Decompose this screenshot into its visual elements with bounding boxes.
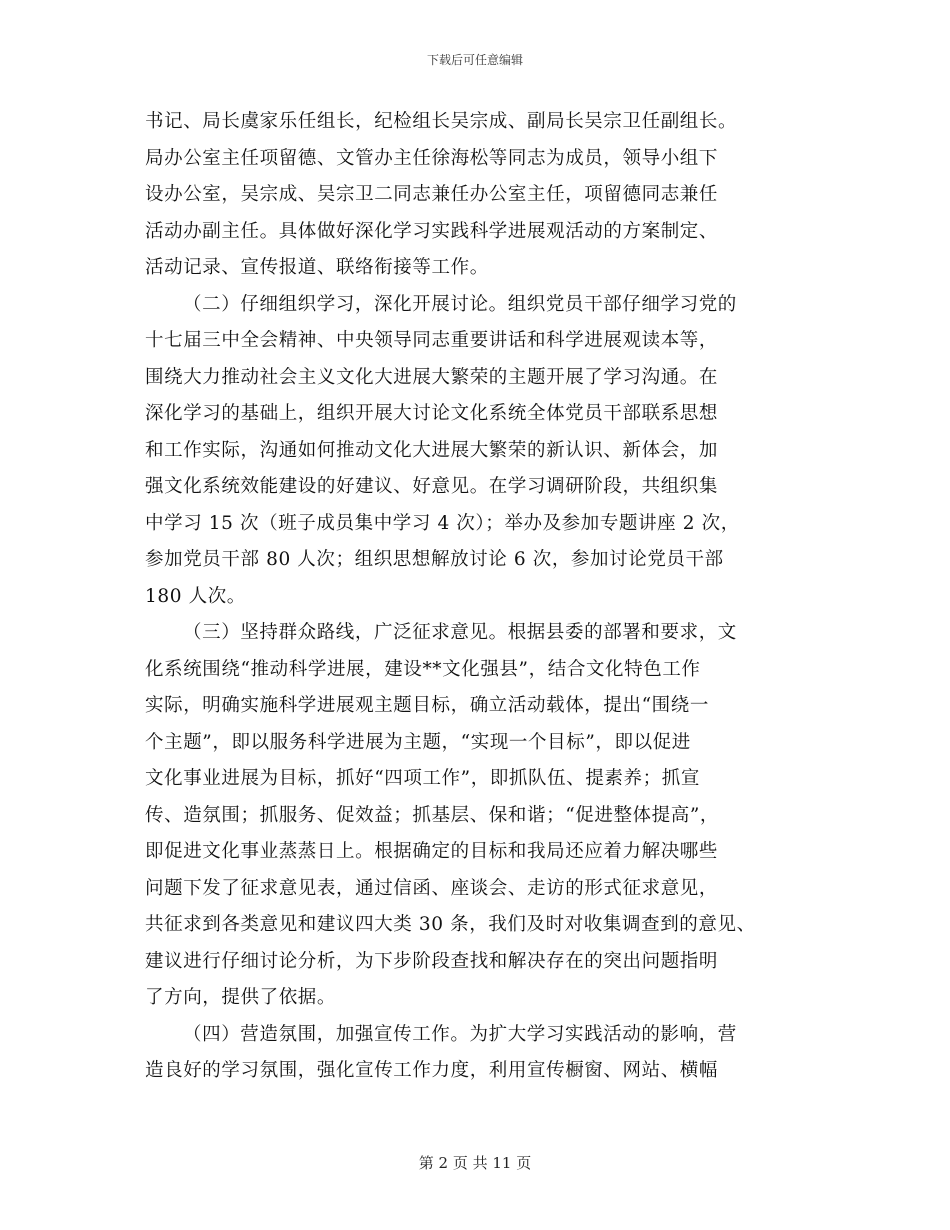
text-line: 文化事业进展为目标，抓好“四项工作”，即抓队伍、提素养；抓宣 <box>145 768 700 789</box>
text-line: 围绕大力推动社会主义文化大进展大繁荣的主题开展了学习沟通。在 <box>145 366 719 388</box>
paragraph-start-line: （二）仔细组织学习，深化开展讨论。组织党员干部仔细学习党的 <box>183 293 737 315</box>
text-line: 建议进行仔细讨论分析，为下步阶段查找和解决存在的突出问题指明 <box>145 950 719 972</box>
page-header: 下载后可任意编辑 <box>426 53 523 67</box>
text-line: 局办公室主任项留德、文管办主任徐海松等同志为成员，领导小组下 <box>145 147 719 169</box>
paragraph-start-line: （四）营造氛围，加强宣传工作。为扩大学习实践活动的影响，营 <box>183 1023 737 1045</box>
text-line: 即促进文化事业蒸蒸日上。根据确定的目标和我局还应着力解决哪些 <box>145 841 719 862</box>
text-line: 和工作实际，沟通如何推动文化大进展大繁荣的新认识、新体会，加 <box>145 439 719 461</box>
text-line: 十七届三中全会精神、中央领导同志重要讲话和科学进展观读本等， <box>145 330 719 351</box>
text-line: 传、造氛围；抓服务、促效益；抓基层、保和谐；“促进整体提高”， <box>145 804 720 826</box>
text-line: 参加党员干部 80 人次；组织思想解放讨论 6 次，参加讨论党员干部 <box>145 549 724 570</box>
text-line: 活动记录、宣传报道、联络衔接等工作。 <box>145 257 489 278</box>
text-line: 实际，明确实施科学进展观主题目标，确立活动载体，提出“围绕一 <box>145 695 709 716</box>
text-line: 强文化系统效能建设的好建议、好意见。在学习调研阶段，共组织集 <box>145 476 719 497</box>
text-line: 设办公室，吴宗成、吴宗卫二同志兼任办公室主任，项留德同志兼任 <box>145 184 719 205</box>
text-line: 化系统围绕“推动科学进展，建设**文化强县”，结合文化特色工作 <box>145 658 701 680</box>
text-line: 造良好的学习氛围，强化宣传工作力度，利用宣传橱窗、网站、横幅 <box>145 1060 719 1081</box>
text-line: 了方向，提供了依据。 <box>145 987 337 1008</box>
paragraph-start-line: （三）坚持群众路线，广泛征求意见。根据县委的部署和要求，文 <box>183 622 737 643</box>
text-line: 共征求到各类意见和建议四大类 30 条，我们及时对收集调查到的意见、 <box>145 914 756 935</box>
text-line: 活动办副主任。具体做好深化学习实践科学进展观活动的方案制定、 <box>145 220 719 242</box>
text-line: 中学习 15 次（班子成员集中学习 4 次）；举办及参加专题讲座 2 次， <box>145 512 740 534</box>
text-line: 个主题”，即以服务科学进展为主题，“实现一个目标”，即以促进 <box>145 731 691 753</box>
text-line: 深化学习的基础上，组织开展大讨论文化系统全体党员干部联系思想 <box>145 403 719 424</box>
page-number-footer: 第 2 页 共 11 页 <box>418 1154 532 1172</box>
body-text <box>145 104 817 1090</box>
text-line: 问题下发了征求意见表，通过信函、座谈会、走访的形式征求意见， <box>145 877 719 899</box>
text-line: 180 人次。 <box>145 585 246 607</box>
text-line: 书记、局长虞家乐任组长，纪检组长吴宗成、副局长吴宗卫任副组长。 <box>145 111 738 132</box>
